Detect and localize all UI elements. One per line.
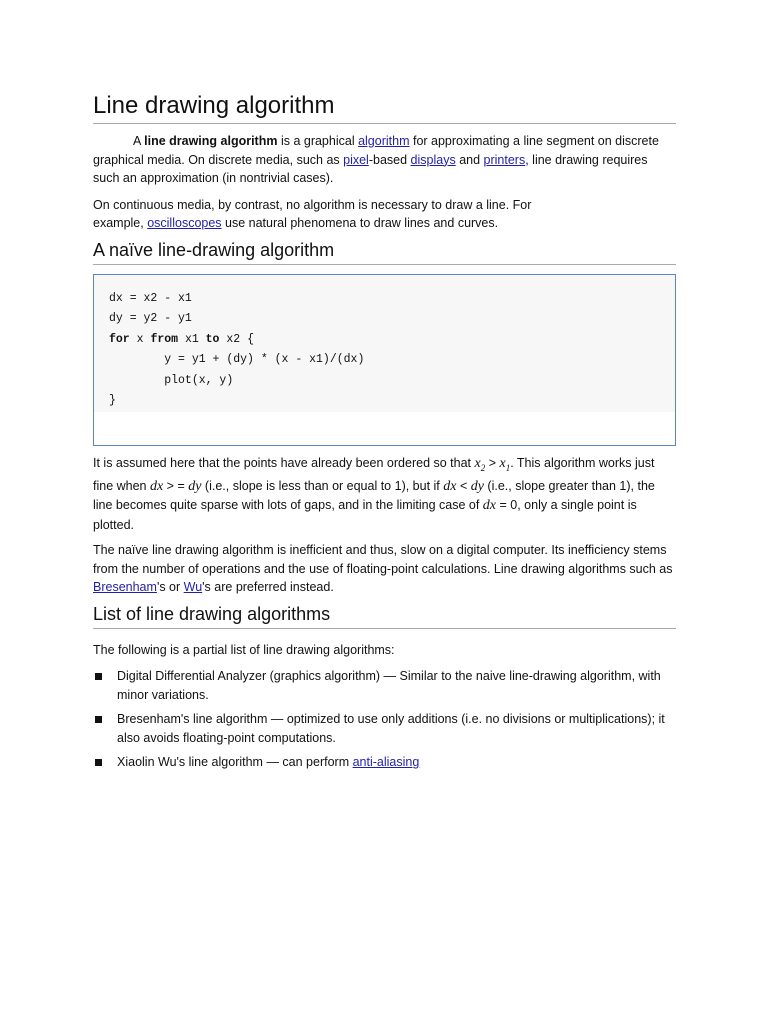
list-item [93,710,676,747]
code-text: x1 [178,332,206,346]
text: use natural phenomena to draw lines and curves. [221,216,499,230]
text: 's are preferred instead. [202,580,334,595]
list-item-text: Xiaolin Wu's line algorithm — can perform [117,755,353,770]
text: and [455,152,484,167]
code-keyword: from [150,332,179,346]
code-keyword: for [109,332,130,346]
text: , only a single point is plotted. [93,498,637,532]
square-bullet-icon [95,716,102,723]
math-subscript: 1 [505,462,511,473]
list-item-text: Bresenham's line algorithm — optimized to use only additions (i.e. no divisions or multiplications); it also avoids floating-point computations. [117,712,665,745]
math-dx: dx [149,478,164,494]
code-line: } [109,394,116,407]
text: -based [368,152,411,167]
section-heading-list: List of line drawing algorithms [93,603,676,629]
link-printers[interactable]: printers [483,152,526,167]
text: 's or [156,580,184,595]
section-heading-naive: A naïve line-drawing algorithm [93,239,676,265]
text: . This algorithm works just fine when [93,455,655,493]
text: (i.e., slope is less than or equal to 1), but if [201,478,444,493]
link-pixel[interactable]: pixel [343,152,369,167]
math-operator: > = [163,478,189,493]
math-dy: dy [470,478,484,494]
text: , line drawing requires such an approximation (in nontrivial cases). [93,152,648,185]
math-operator: < [456,478,471,493]
math-x2 [475,456,486,471]
list-item [93,667,676,704]
link-anti-aliasing[interactable]: anti-aliasing [352,755,420,770]
code-keyword: to [205,332,220,346]
list-item-text: Digital Differential Analyzer (graphics algorithm) — Similar to the naive line-drawing algorithm, with minor variations. [117,669,661,702]
math-subscript: 2 [480,462,486,473]
algorithm-list [93,667,676,772]
code-background [94,275,675,412]
naive-paragraph-2 [93,541,676,597]
code-line: plot(x, y) [109,373,234,387]
text: (i.e., slope greater than 1), the line becomes quite sparse with lots of gaps, and in the limiting case of [93,478,655,513]
naive-paragraph-1 [93,454,676,535]
intro-paragraph-1 [93,132,676,188]
math-operator: > [485,455,500,470]
square-bullet-icon [95,673,102,680]
code-line: dy = y2 - y1 [109,312,192,325]
link-wu[interactable]: Wu [183,580,203,595]
text: for approximating a line segment on discrete graphical media. On discrete media, such as [93,134,659,167]
code-block [93,274,676,446]
math-operator: = 0 [496,498,518,513]
article [93,92,676,772]
list-item [93,753,676,772]
code-line: dx = x2 - x1 [109,291,192,305]
link-oscilloscopes[interactable]: oscilloscopes [147,216,222,230]
text: On continuous media, by contrast, no algorithm is necessary to draw a line. For example, [93,197,532,230]
math-x1 [499,456,510,471]
list-intro: The following is a partial list of line drawing algorithms: [93,642,395,657]
math-var: x [499,455,506,471]
link-bresenham[interactable]: Bresenham [93,580,157,595]
intro-paragraph-2 [93,196,553,233]
code-text: x2 { [219,332,254,346]
text: A [133,134,145,148]
page-title: Line drawing algorithm [93,92,676,124]
link-algorithm[interactable]: algorithm [358,134,410,148]
math-dy: dy [188,478,202,494]
code-listing [109,289,675,412]
math-dx: dx [482,498,497,514]
text: It is assumed here that the points have already been ordered so that [93,455,475,470]
link-displays[interactable]: displays [410,152,456,167]
text: is a graphical [277,134,359,148]
square-bullet-icon [95,759,102,766]
math-dx: dx [443,478,457,494]
math-var: x [474,455,481,471]
text: The naïve line drawing algorithm is inefficient and thus, slow on a digital computer. Its inefficiency stems from the number of operations and the use of floating-point calculations. Line drawing algorithms such as [93,543,673,576]
term-bold: line drawing algorithm [144,134,278,148]
code-text: x [129,332,151,346]
code-line: y = y1 + (dy) * (x - x1)/(dx) [109,353,365,366]
